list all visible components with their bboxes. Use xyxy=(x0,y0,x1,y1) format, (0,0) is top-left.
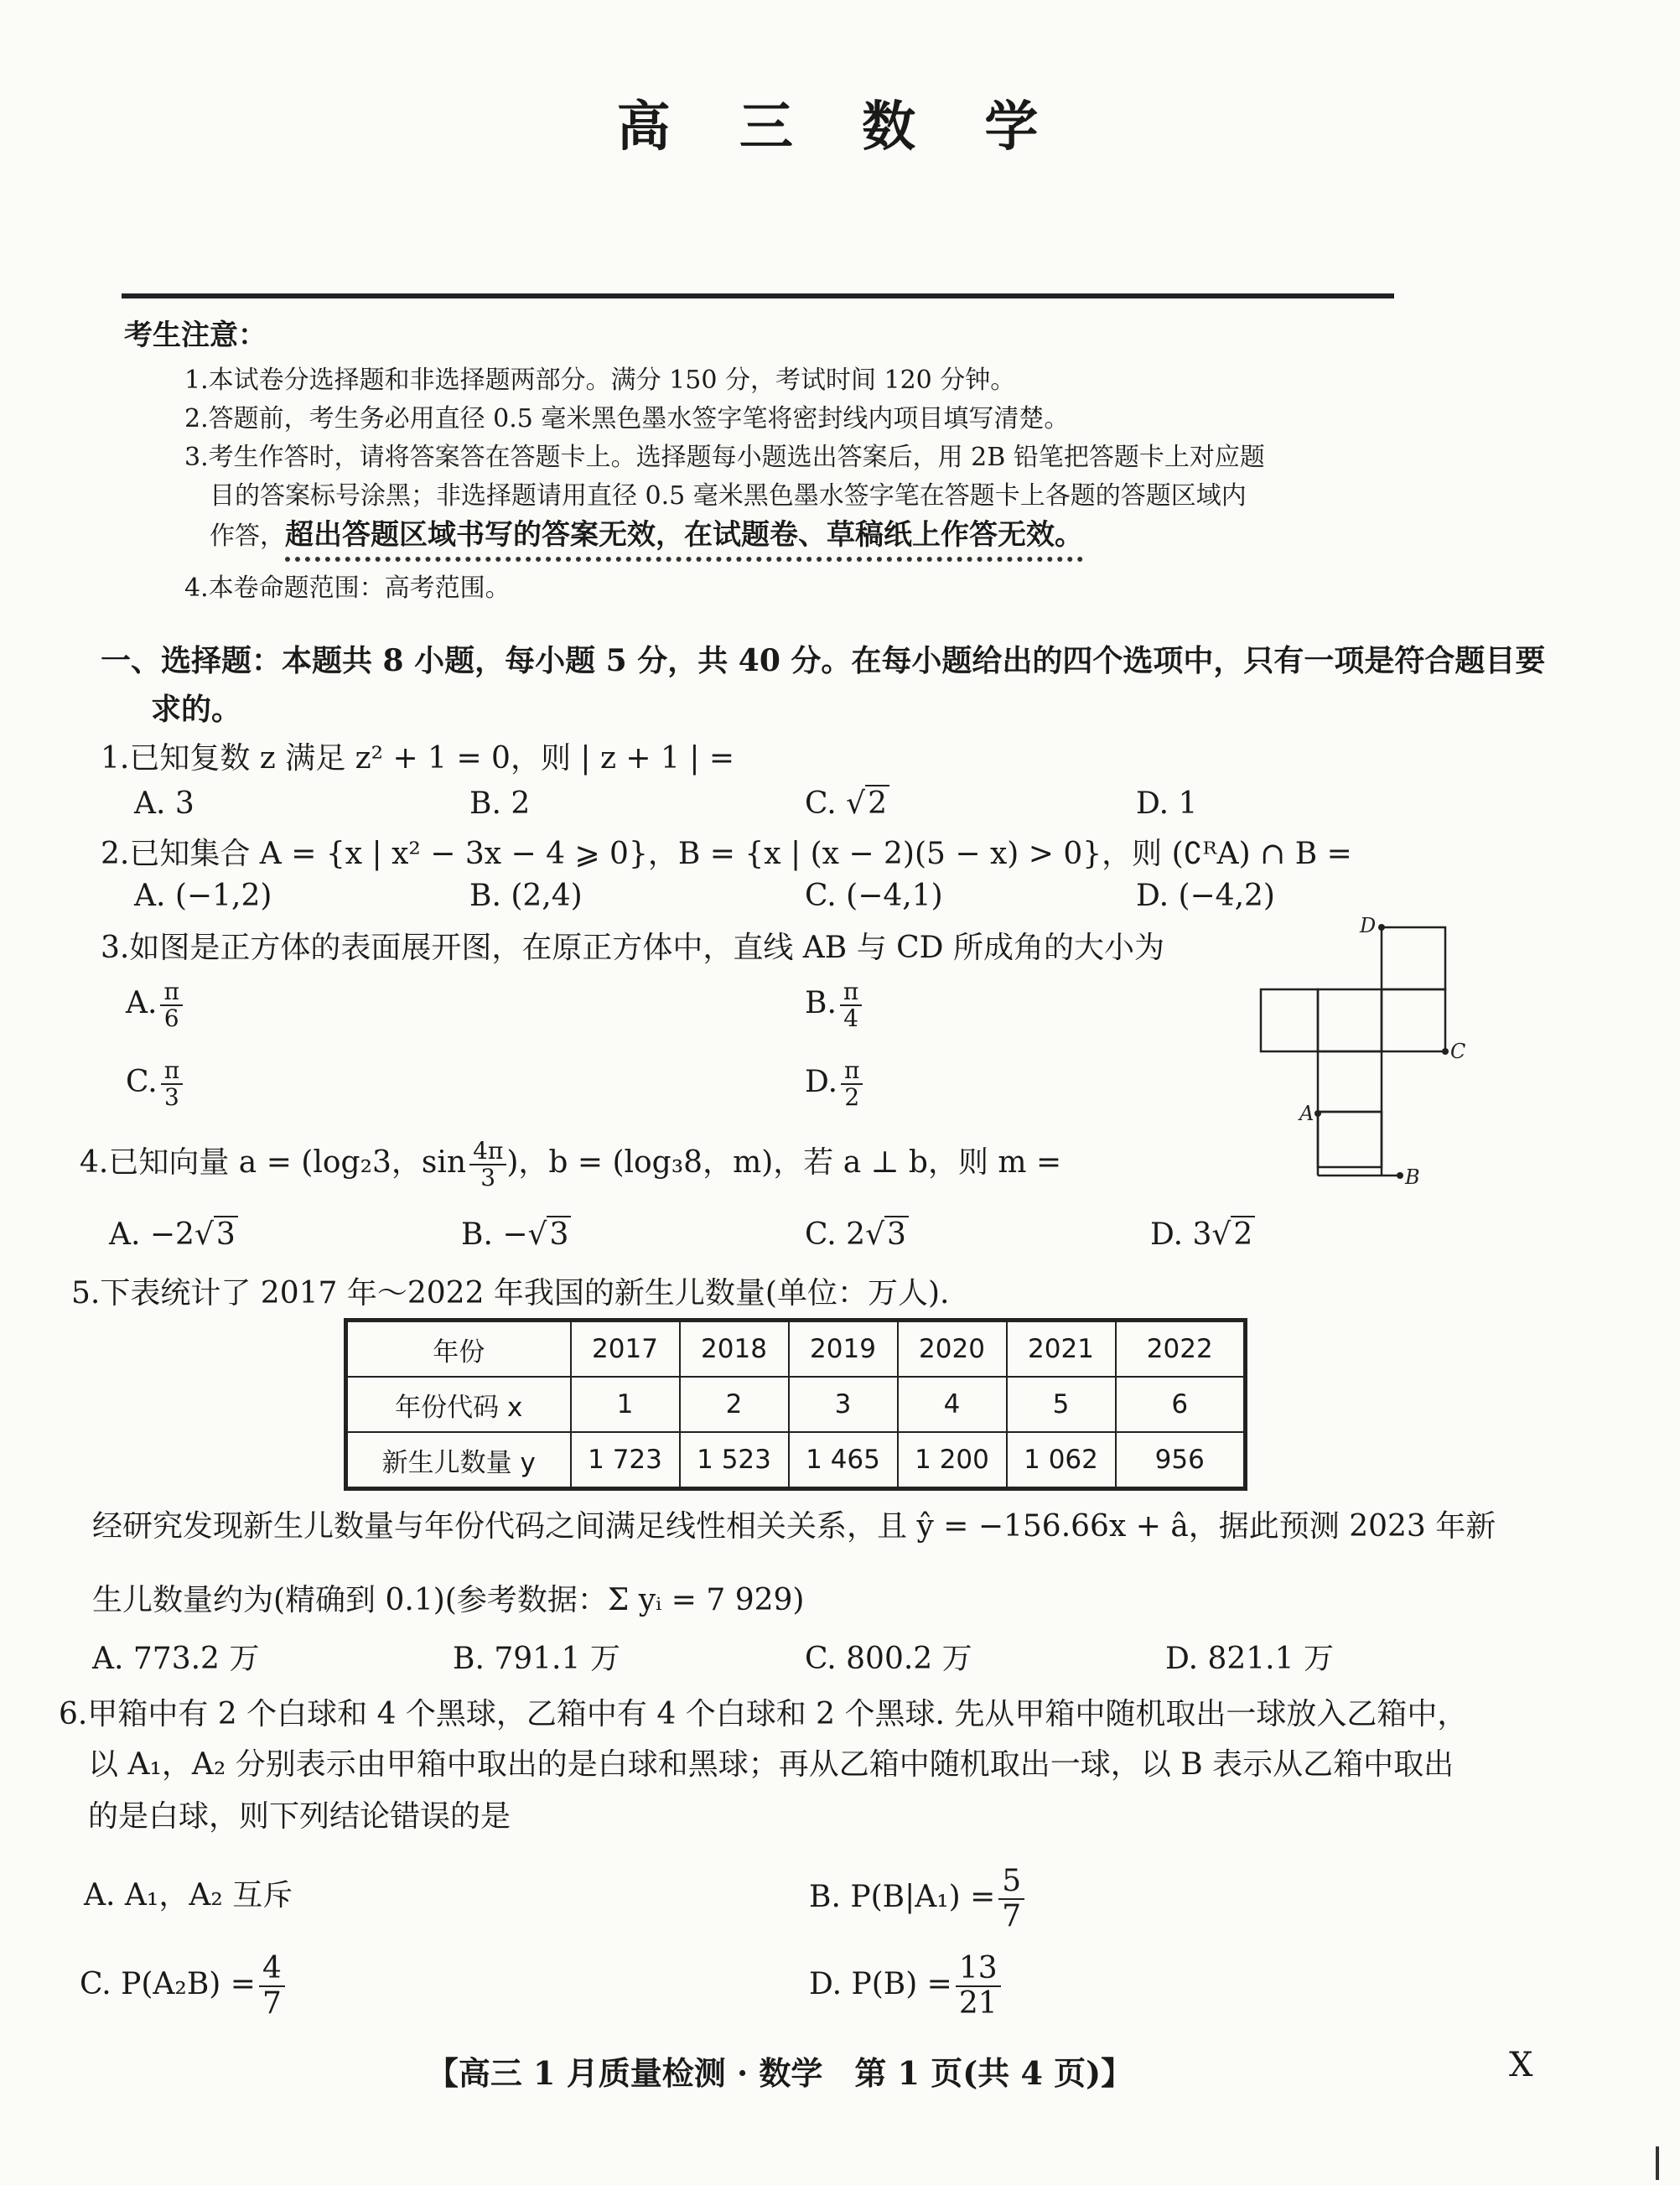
q1-option-c-label: C. xyxy=(805,786,847,821)
q2-stem: 2.已知集合 A = {x | x² − 3x − 4 ⩾ 0}，B = {x | (x − 2)(5 − x) > 0}，则 (∁ᴿA) ∩ B = xyxy=(101,837,1352,871)
net-face-top xyxy=(1382,927,1445,989)
q3-option-d-frac xyxy=(841,1058,863,1110)
q1-stem: 1.已知复数 z 满足 z² + 1 = 0，则 | z + 1 | = xyxy=(101,741,735,776)
footer-mark: X xyxy=(1509,2046,1533,2084)
net-face-lower xyxy=(1318,1051,1382,1112)
q4-option-d-label: D. 3 xyxy=(1150,1217,1212,1252)
q4-option-c-radicand: 3 xyxy=(884,1216,909,1252)
page-title: 高 三 数 学 xyxy=(616,96,1064,158)
point-c xyxy=(1442,1048,1449,1055)
q6-option-b xyxy=(809,1865,1024,1933)
q6-option-b-frac xyxy=(998,1865,1024,1933)
frac-den: 7 xyxy=(262,1986,282,2021)
q1-option-c-radicand: 2 xyxy=(865,785,889,821)
frac-den: 6 xyxy=(163,1004,179,1032)
q2-option-c: C. (−4,1) xyxy=(805,879,943,913)
frac-num: 4π xyxy=(469,1139,506,1165)
table-cell: 1 465 xyxy=(789,1432,898,1489)
q6-option-c xyxy=(80,1952,285,2021)
frac-num: 5 xyxy=(998,1865,1024,1900)
point-d xyxy=(1378,924,1385,931)
q4-option-d-radicand: 2 xyxy=(1231,1216,1255,1252)
table-cell: 新生儿数量 y xyxy=(346,1432,571,1489)
frac-den: 21 xyxy=(958,1986,998,2021)
q3-option-a-label: A. xyxy=(126,986,158,1020)
net-face-a xyxy=(1318,1112,1382,1167)
frac-num: 13 xyxy=(956,1952,1001,1987)
q5-option-b: B. 791.1 万 xyxy=(453,1642,620,1676)
section-heading-cont: 求的。 xyxy=(151,692,242,727)
notice-line-1: 1.本试卷分选择题和非选择题两部分。满分 150 分，考试时间 120 分钟。 xyxy=(184,366,1016,395)
q3-option-a-frac xyxy=(160,979,182,1031)
q2-option-d: D. (−4,2) xyxy=(1136,879,1275,913)
q3-stem: 3.如图是正方体的表面展开图，在原正方体中，直线 AB 与 CD 所成角的大小为 xyxy=(101,931,1164,965)
q5-option-c: C. 800.2 万 xyxy=(805,1642,972,1676)
q1-option-c: C. √2 xyxy=(805,786,889,821)
table-cell: 5 xyxy=(1007,1377,1116,1432)
table-cell: 3 xyxy=(789,1377,898,1432)
q4-option-d: D. 3√2 xyxy=(1150,1217,1255,1252)
net-face-center-left xyxy=(1318,989,1382,1051)
table-cell: 4 xyxy=(898,1377,1007,1432)
notice-line-4: 目的答案标号涂黑；非选择题请用直径 0.5 毫米黑色墨水签字笔在答题卡上各题的答题区域内 xyxy=(210,481,1247,511)
table-cell: 2021 xyxy=(1007,1321,1116,1378)
label-c: C xyxy=(1450,1040,1466,1063)
net-face-left xyxy=(1261,989,1318,1051)
q4-option-a-label: A. −2 xyxy=(109,1217,194,1252)
table-row xyxy=(346,1377,1246,1432)
label-a: A xyxy=(1299,1102,1314,1125)
q4-stem-a: 4.已知向量 a = (log₂3，sin xyxy=(80,1145,467,1180)
q3-option-a xyxy=(126,979,183,1031)
notice-line-3: 3.考生作答时，请将答案答在答题卡上。选择题每小题选出答案后，用 2B 铅笔把答题卡上对应题 xyxy=(184,443,1265,472)
q6-option-d-label: D. P(B) = xyxy=(809,1967,952,2001)
frac-num: π xyxy=(840,979,862,1006)
q4-option-a: A. −2√3 xyxy=(109,1217,238,1252)
frac-num: π xyxy=(841,1058,863,1085)
table-cell: 6 xyxy=(1116,1377,1246,1432)
frac-den: 4 xyxy=(843,1004,859,1032)
label-d: D xyxy=(1360,914,1377,937)
table-cell: 1 xyxy=(571,1377,680,1432)
page-footer: 【高三 1 月质量检测 · 数学 第 1 页(共 4 页)】 xyxy=(426,2054,1133,2092)
q4-option-a-radicand: 3 xyxy=(214,1216,238,1252)
q3-option-b-label: B. xyxy=(805,986,837,1020)
q6-option-c-label: C. P(A₂B) = xyxy=(80,1967,256,2001)
q4-frac xyxy=(469,1139,506,1191)
q4-option-b: B. −√3 xyxy=(461,1217,571,1252)
frac-num: π xyxy=(161,1058,183,1085)
frac-den: 2 xyxy=(844,1083,860,1111)
q4-stem xyxy=(80,1139,1061,1191)
point-b xyxy=(1397,1172,1403,1179)
q4-option-c-label: C. 2 xyxy=(805,1217,866,1252)
q3-option-d-label: D. xyxy=(805,1065,838,1099)
table-cell: 956 xyxy=(1116,1432,1246,1489)
q5-option-a: A. 773.2 万 xyxy=(92,1642,260,1676)
q4-option-b-label: B. − xyxy=(461,1217,528,1252)
q6-option-a: A. A₁，A₂ 互斥 xyxy=(84,1878,293,1913)
notice-line-5-plain: 作答， xyxy=(210,522,285,551)
notice-line-6: 4.本卷命题范围：高考范围。 xyxy=(184,573,511,603)
page-corner-mark xyxy=(1656,2146,1676,2180)
q2-option-b: B. (2,4) xyxy=(469,879,583,913)
table-cell: 1 062 xyxy=(1007,1432,1116,1489)
notice-line-2: 2.答题前，考生务必用直径 0.5 毫米黑色墨水签字笔将密封线内项目填写清楚。 xyxy=(184,404,1070,433)
q5-stem: 5.下表统计了 2017 年～2022 年我国的新生儿数量(单位：万人). xyxy=(71,1276,950,1310)
frac-num: π xyxy=(160,979,182,1006)
section-heading: 一、选择题：本题共 8 小题，每小题 5 分，共 40 分。在每小题给出的四个选项中，只有一项是符合题目要 xyxy=(101,643,1546,678)
q6-option-b-label: B. P(B|A₁) = xyxy=(809,1880,996,1914)
label-b: B xyxy=(1405,1165,1420,1189)
q1-option-d: D. 1 xyxy=(1136,786,1198,821)
notice-line-5-emphasis: 超出答题区域书写的答案无效，在试题卷、草稿纸上作答无效。 xyxy=(285,518,1083,562)
q3-option-b-frac xyxy=(840,979,862,1031)
q6-text-line-2: 以 A₁，A₂ 分别表示由甲箱中取出的是白球和黑球；再从乙箱中随机取出一球，以 B 表示从乙箱中取出 xyxy=(88,1747,1454,1782)
frac-den: 7 xyxy=(1002,1899,1022,1933)
q5-option-d: D. 821.1 万 xyxy=(1165,1642,1334,1676)
table-cell: 1 200 xyxy=(898,1432,1007,1489)
q6-text-line-3: 的是白球，则下列结论错误的是 xyxy=(88,1799,511,1834)
frac-den: 3 xyxy=(164,1083,179,1111)
notice-heading: 考生注意： xyxy=(124,319,267,352)
notice-line-5 xyxy=(210,511,1083,553)
q4-option-b-radicand: 3 xyxy=(547,1216,571,1252)
table-cell: 年份代码 x xyxy=(346,1377,571,1432)
q6-option-d xyxy=(809,1952,1001,2021)
q5-text-line-1: 经研究发现新生儿数量与年份代码之间满足线性相关关系，且 ŷ = −156.66x + â，据此预测 2023 年新 xyxy=(92,1509,1496,1544)
table-cell: 2020 xyxy=(898,1321,1007,1378)
q6-option-d-frac xyxy=(956,1952,1001,2021)
frac-den: 3 xyxy=(480,1164,496,1191)
q3-option-c-label: C. xyxy=(126,1065,158,1099)
q3-option-d xyxy=(805,1058,863,1110)
q6-option-c-frac xyxy=(259,1952,285,2021)
net-face-center-right xyxy=(1382,989,1445,1051)
q5-data-table xyxy=(344,1318,1247,1491)
table-row xyxy=(346,1432,1246,1489)
point-a xyxy=(1314,1110,1321,1117)
q5-text-line-2: 生儿数量约为(精确到 0.1)(参考数据：Σ yᵢ = 7 929) xyxy=(92,1583,805,1617)
title-rule xyxy=(122,293,1394,298)
table-cell: 2017 xyxy=(571,1321,680,1378)
table-cell: 2 xyxy=(680,1377,789,1432)
q6-text-line-1: 6.甲箱中有 2 个白球和 4 个黑球，乙箱中有 4 个白球和 2 个黑球. 先从甲箱中随机取出一球放入乙箱中， xyxy=(59,1697,1468,1731)
cube-net-figure xyxy=(1249,914,1492,1199)
table-cell: 2022 xyxy=(1116,1321,1246,1378)
q4-stem-b: )，b = (log₃8，m)，若 a ⊥ b，则 m = xyxy=(506,1145,1062,1180)
q3-option-c-frac xyxy=(161,1058,183,1110)
q4-option-c: C. 2√3 xyxy=(805,1217,909,1252)
q2-option-a: A. (−1,2) xyxy=(134,879,272,913)
q1-option-a: A. 3 xyxy=(134,786,194,821)
table-cell: 年份 xyxy=(346,1321,571,1378)
frac-num: 4 xyxy=(259,1952,285,1987)
table-cell: 1 523 xyxy=(680,1432,789,1489)
q3-option-c xyxy=(126,1058,183,1110)
table-cell: 2019 xyxy=(789,1321,898,1378)
q3-option-b xyxy=(805,979,862,1031)
table-cell: 1 723 xyxy=(571,1432,680,1489)
q1-option-b: B. 2 xyxy=(469,786,531,821)
table-row xyxy=(346,1321,1246,1378)
table-cell: 2018 xyxy=(680,1321,789,1378)
